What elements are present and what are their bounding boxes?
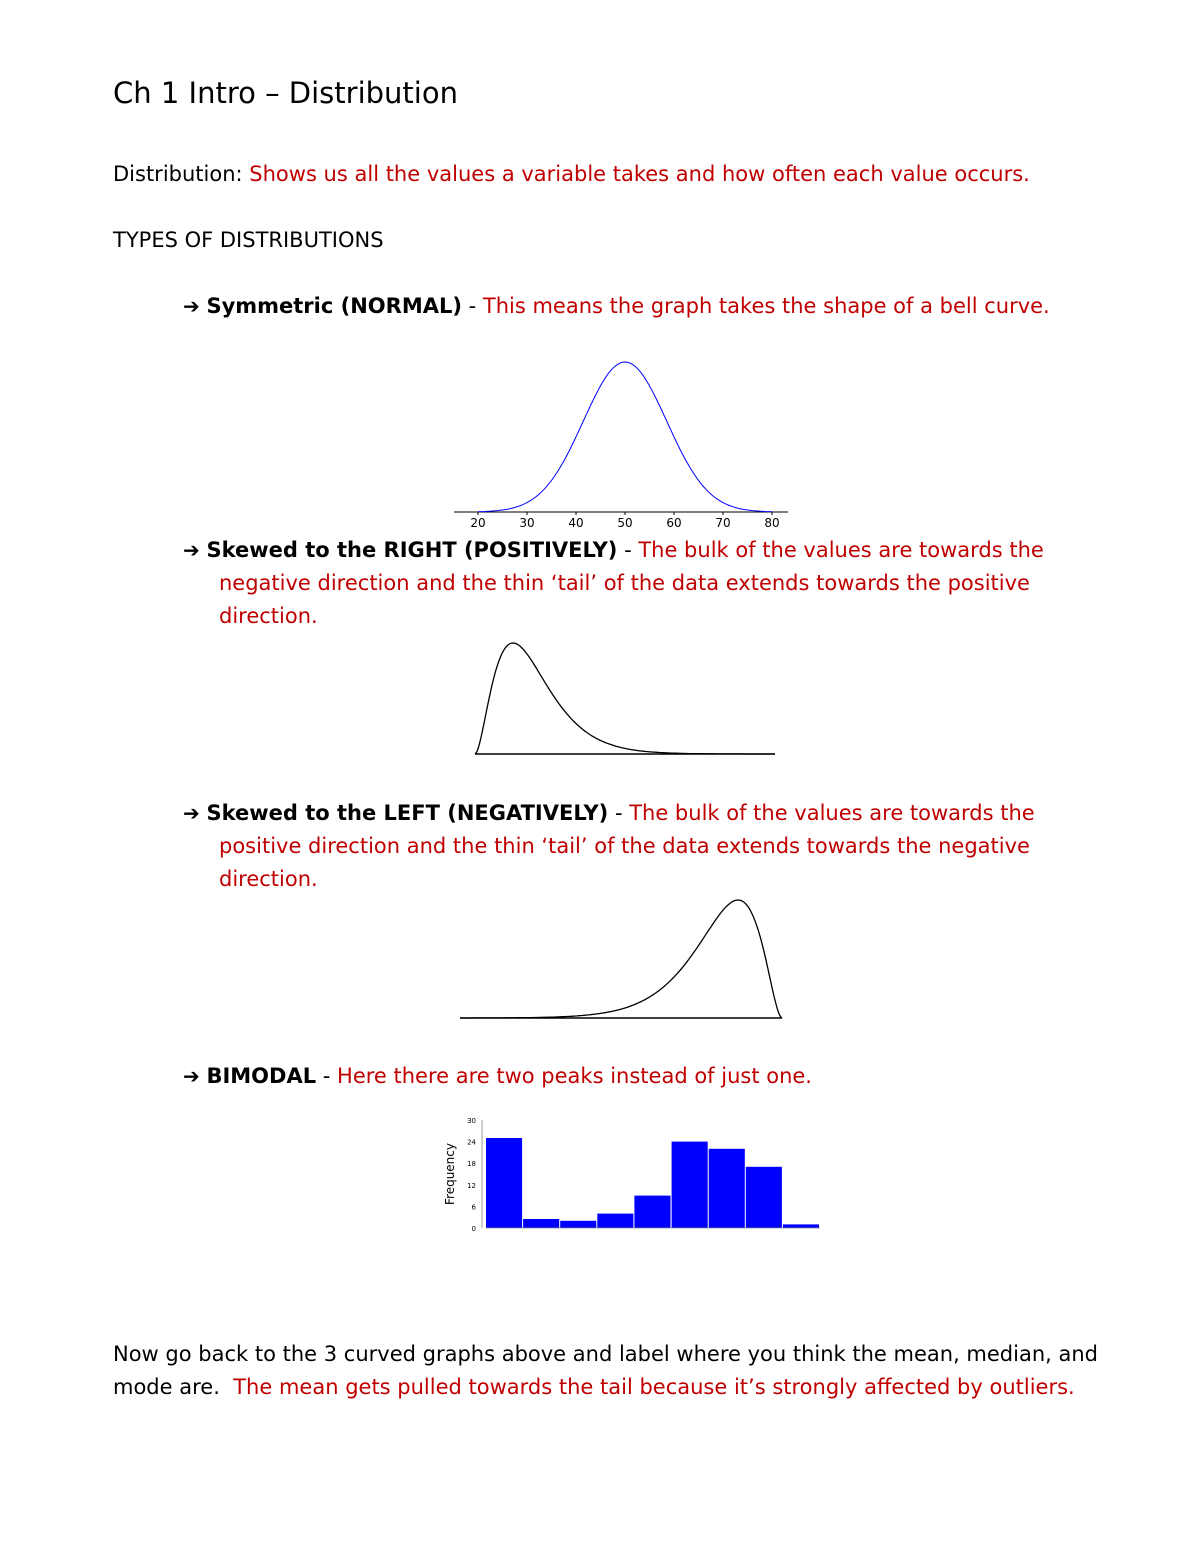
- item-description-line: negative direction and the thin ‘tail’ of the data extends towards the positive: [219, 571, 1030, 595]
- item-symmetric: [183, 290, 1050, 323]
- item-description: The bulk of the values are towards the: [638, 538, 1044, 562]
- histogram-bar: [486, 1138, 522, 1228]
- item-separator: -: [608, 801, 630, 825]
- closing-text: mode are.: [113, 1375, 220, 1399]
- arrow-icon: ➔: [183, 1064, 200, 1088]
- left-skew-chart: [455, 893, 790, 1025]
- histogram-bar: [597, 1214, 633, 1228]
- arrow-icon: ➔: [183, 294, 200, 318]
- definition-label: Distribution:: [113, 162, 243, 186]
- closing-line-2: [113, 1371, 1075, 1404]
- y-axis-label: Frequency: [443, 1143, 457, 1205]
- item-description-line: direction.: [219, 867, 318, 891]
- x-tick-label: 30: [519, 516, 535, 530]
- histogram-bar: [783, 1224, 819, 1228]
- page-title: Ch 1 Intro – Distribution: [113, 76, 458, 110]
- histogram-bar: [523, 1219, 559, 1228]
- arrow-icon: ➔: [183, 538, 200, 562]
- item-label: BIMODAL: [206, 1064, 317, 1088]
- item-label: Skewed to the LEFT (NEGATIVELY): [206, 801, 609, 825]
- arrow-icon: ➔: [183, 801, 200, 825]
- left-skew-curve: [460, 900, 782, 1018]
- item-skewed-left: [183, 797, 1035, 830]
- histogram-bar: [634, 1196, 670, 1228]
- item-separator: -: [461, 294, 483, 318]
- item-description-line: direction.: [219, 604, 318, 628]
- bimodal-histogram: [440, 1110, 830, 1245]
- right-skew-curve: [475, 643, 775, 754]
- x-tick-label: 80: [764, 516, 780, 530]
- normal-distribution-chart: [450, 350, 795, 530]
- item-label: Skewed to the RIGHT (POSITIVELY): [206, 538, 618, 562]
- bell-curve: [478, 362, 772, 512]
- item-description-line: positive direction and the thin ‘tail’ of the data extends towards the negative: [219, 834, 1030, 858]
- x-tick-label: 50: [617, 516, 633, 530]
- histogram-bar: [746, 1167, 782, 1228]
- item-description: This means the graph takes the shape of a bell curve.: [482, 294, 1050, 318]
- histogram-bar: [672, 1142, 708, 1228]
- closing-line-1: Now go back to the 3 curved graphs above and label where you think the mean, median, and: [113, 1342, 1099, 1366]
- y-tick-label: 6: [471, 1203, 476, 1212]
- histogram-bar: [560, 1221, 596, 1228]
- item-bimodal: [183, 1060, 812, 1093]
- closing-emphasis: The mean gets pulled towards the tail because it’s strongly affected by outliers.: [233, 1375, 1075, 1399]
- definition-text: Shows us all the values a variable takes and how often each value occurs.: [249, 162, 1030, 186]
- right-skew-chart: [470, 635, 780, 760]
- item-separator: -: [316, 1064, 338, 1088]
- y-tick-label: 0: [471, 1225, 476, 1233]
- types-heading: TYPES OF DISTRIBUTIONS: [113, 228, 384, 252]
- x-tick-label: 60: [666, 516, 682, 530]
- item-label: Symmetric (NORMAL): [206, 294, 462, 318]
- y-tick-label: 18: [467, 1160, 476, 1169]
- x-tick-label: 20: [470, 516, 486, 530]
- x-tick-label: 70: [715, 516, 731, 530]
- item-description: The bulk of the values are towards the: [629, 801, 1035, 825]
- histogram-bar: [709, 1149, 745, 1228]
- y-tick-label: 12: [467, 1181, 476, 1190]
- item-description: Here there are two peaks instead of just one.: [337, 1064, 812, 1088]
- definition-line: [113, 158, 1030, 191]
- item-separator: -: [617, 538, 639, 562]
- y-tick-label: 24: [467, 1138, 476, 1147]
- item-skewed-right: [183, 534, 1044, 567]
- x-tick-label: 40: [568, 516, 584, 530]
- y-tick-label: 30: [467, 1117, 476, 1125]
